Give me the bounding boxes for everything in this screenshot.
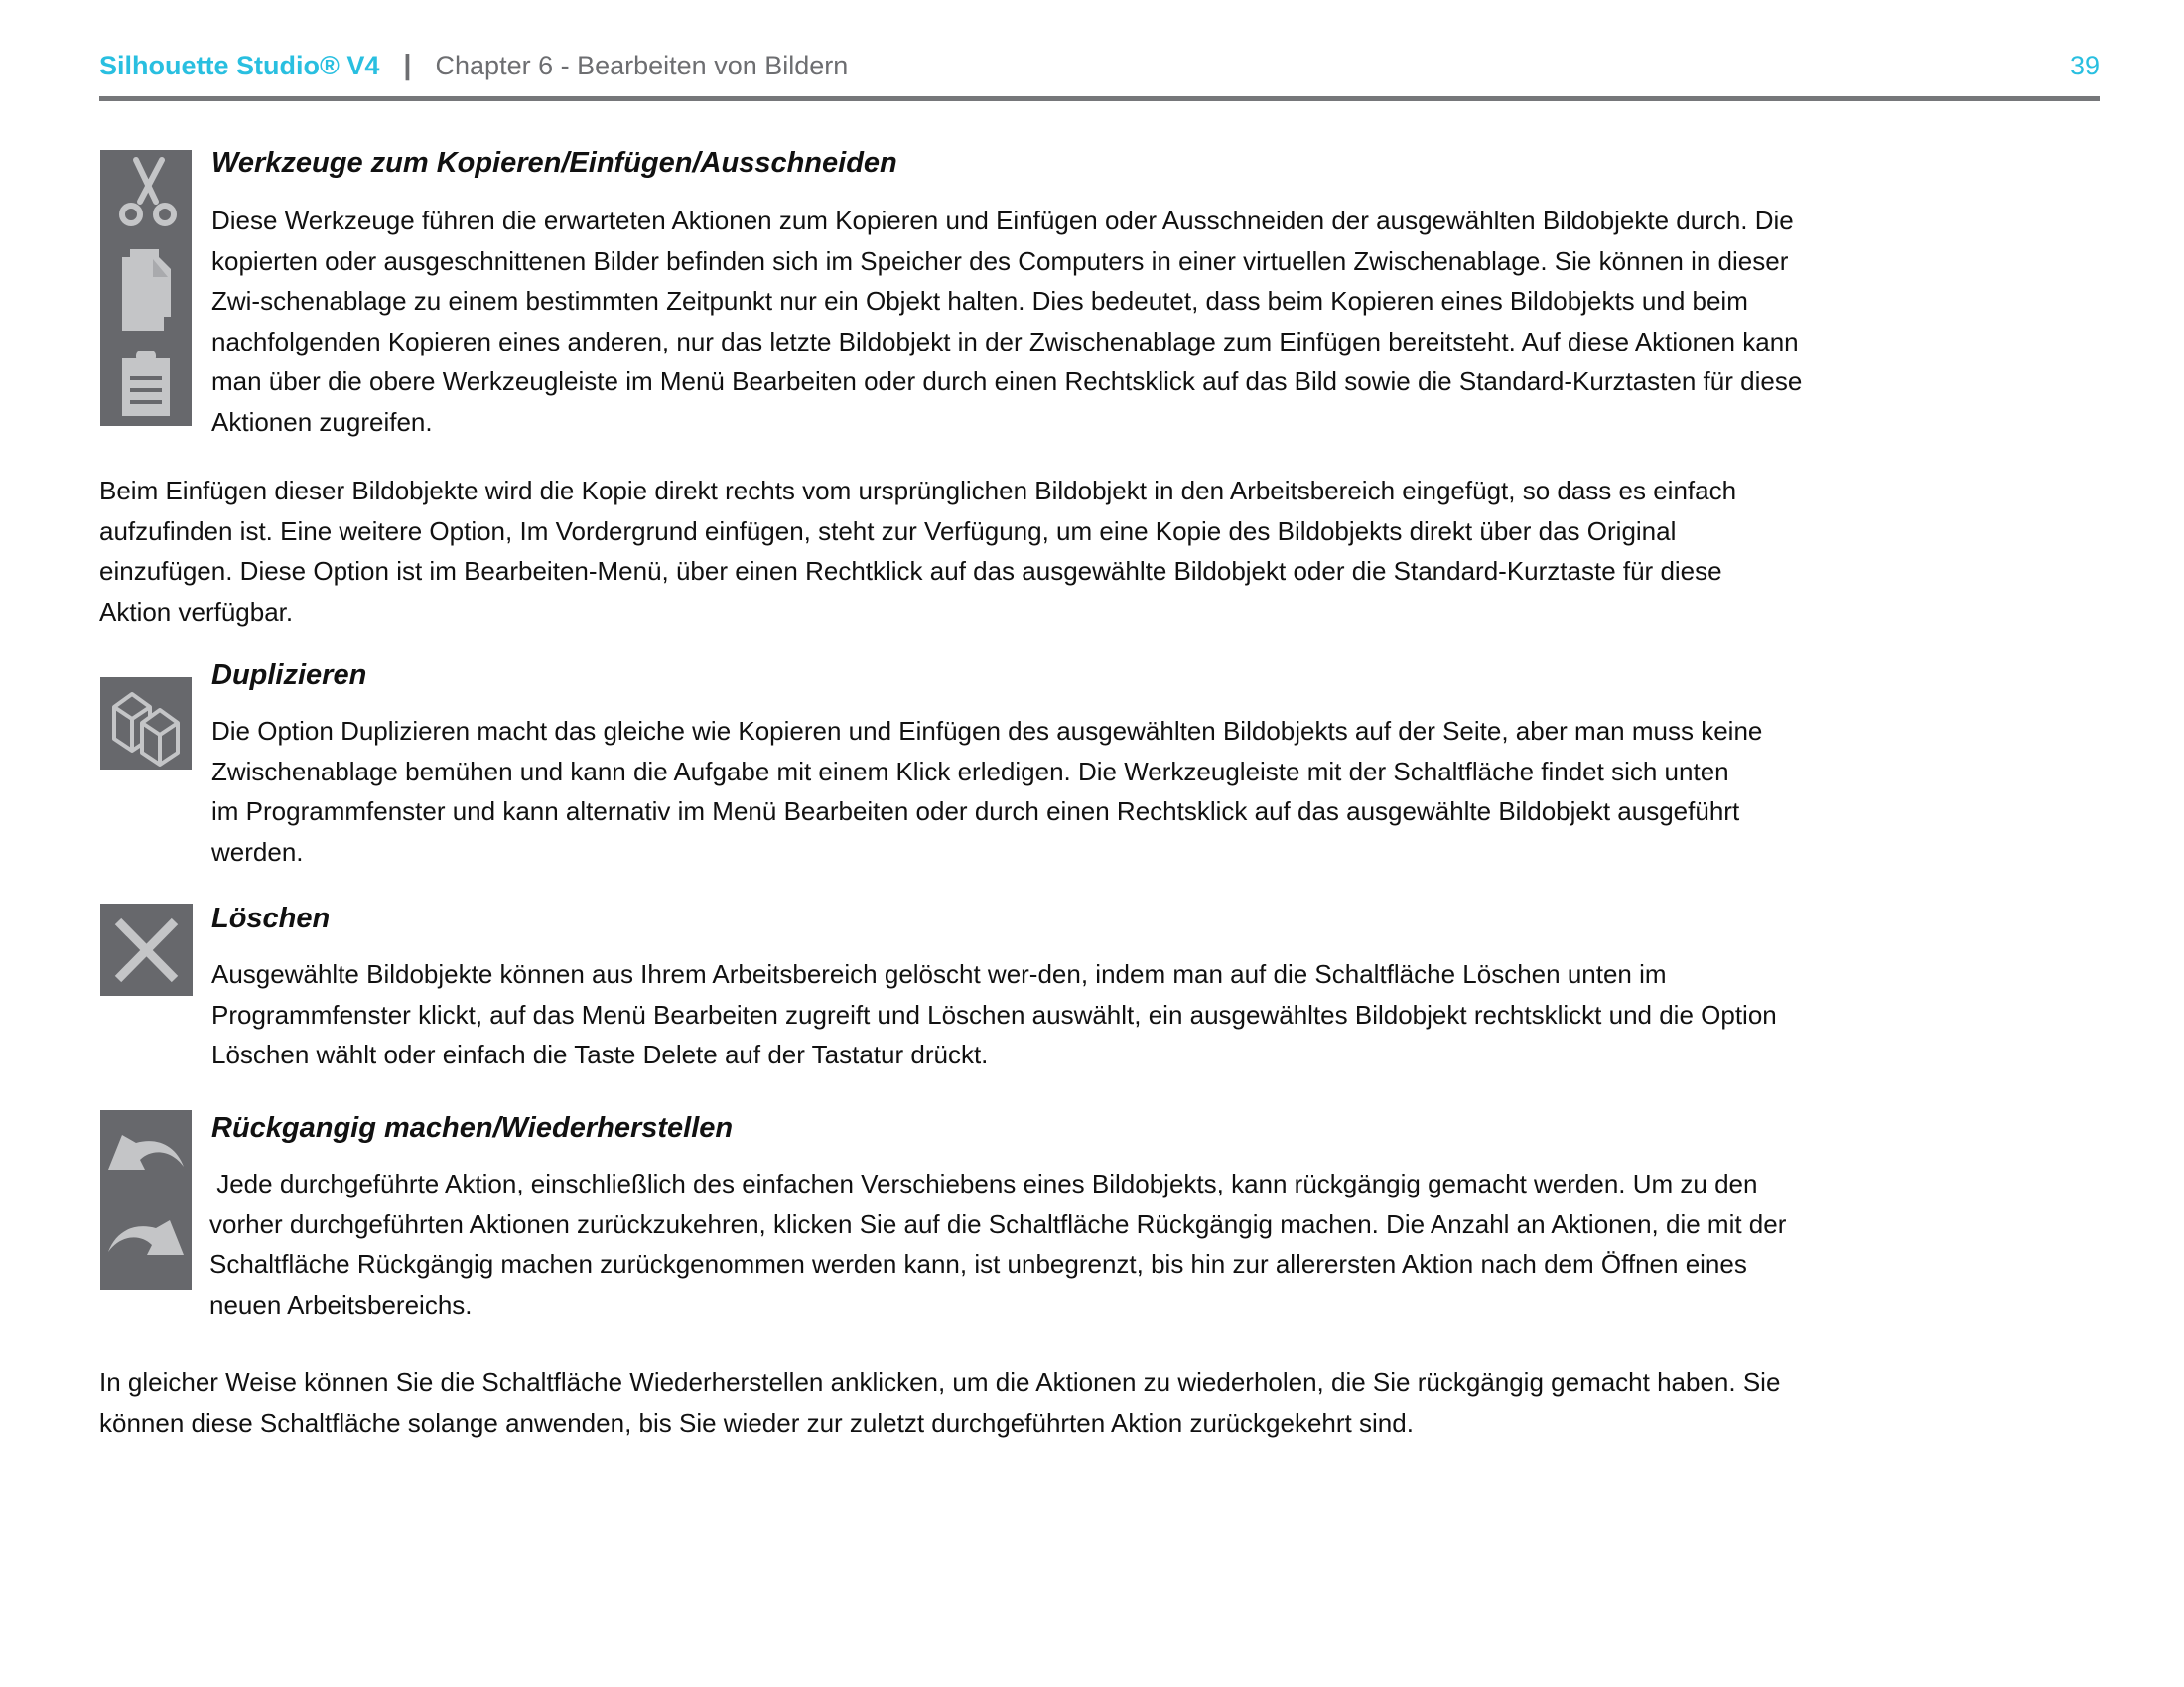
text-line: Zwi-schenablage zu einem bestimmten Zeitpunkt nur ein Objekt halten. Dies bedeutet, dass beim Kopieren eines Bildobjekts und beim: [211, 286, 1748, 316]
redo-arrow-icon: [108, 1220, 184, 1255]
brand-title: Silhouette Studio® V4: [99, 51, 380, 80]
duplicate-icon-box: [100, 677, 192, 770]
text-line: Aktion verfügbar.: [99, 596, 294, 627]
clipboard-icon: [122, 351, 170, 416]
text-line: vorher durchgeführten Aktionen zurückzukehren, klicken Sie auf die Schaltfläche Rückgängig machen. Die Anzahl an Aktionen, die mit der: [209, 1208, 1787, 1239]
section-title-delete: Löschen: [211, 903, 331, 934]
section-body-copy-paste: [211, 201, 2098, 442]
text-line: Beim Einfügen dieser Bildobjekte wird die Kopie direkt rechts vom ursprünglichen Bildobjekt in den Arbeitsbereich eingefügt, so dass es einfach: [99, 476, 1737, 505]
scissors-icon: [122, 160, 174, 223]
text-line: Diese Werkzeuge führen die erwarteten Aktionen zum Kopieren und Einfügen oder Ausschneiden der ausgewählten Bildobjekte durch. Die: [211, 206, 1794, 235]
text-line: einzufügen. Diese Option ist im Bearbeiten-Menü, über einen Rechtklick auf das ausgewählte Bildobjekt oder die Standard-Kurztaste für diese: [99, 556, 1722, 586]
section-title-copy-paste: Werkzeuge zum Kopieren/Einfügen/Ausschneiden: [211, 147, 897, 179]
section-body-duplicate: [211, 711, 2098, 872]
text-line: werden.: [211, 836, 304, 867]
text-line: Ausgewählte Bildobjekte können aus Ihrem Arbeitsbereich gelöscht wer-den, indem man auf die Schaltfläche Löschen unten im: [211, 959, 1667, 989]
text-line: Zwischenablage bemühen und kann die Aufgabe mit einem Klick erledigen. Die Werkzeugleiste mit der Schaltfläche findet sich unten: [211, 756, 1729, 786]
page-header: [99, 50, 2100, 93]
text-line: neuen Arbeitsbereichs.: [209, 1289, 473, 1320]
text-line: kopierten oder ausgeschnittenen Bilder befinden sich im Speicher des Computers in einer virtuellen Zwischenablage. Sie können in dieser: [211, 245, 1789, 276]
text-line: Jede durchgeführte Aktion, einschließlich des einfachen Verschiebens eines Bildobjekts, kann rückgängig gemacht werden. Um zu den: [209, 1169, 1758, 1198]
text-line: Programmfenster klickt, auf das Menü Bearbeiten zugreift und Löschen auswählt, ein ausgewähltes Bildobjekt rechtsklickt und die Option: [211, 999, 1777, 1030]
copy-icon: [122, 249, 171, 331]
undo-redo-icon-strip: [100, 1110, 192, 1290]
delete-x-icon: [100, 904, 193, 996]
text-line: In gleicher Weise können Sie die Schaltfläche Wiederherstellen anklicken, um die Aktionen zu wiederholen, die Sie rückgängig gemacht haben. Sie: [99, 1367, 1781, 1397]
text-line: man über die obere Werkzeugleiste im Menü Bearbeiten oder durch einen Rechtsklick auf das Bild sowie die Standard-Kurztasten für diese: [211, 366, 1803, 396]
header-separator: |: [403, 50, 412, 81]
text-line: Schaltfläche Rückgängig machen zurückgenommen werden kann, ist unbegrenzt, bis hin zur allerersten Aktion nach dem Öffnen eines: [209, 1249, 1747, 1279]
delete-icon-box: [100, 904, 193, 996]
section-body-undo-redo: [209, 1164, 2096, 1325]
text-line: können diese Schaltfläche solange anwenden, bis Sie wieder zur zuletzt durchgeführten Aktion zurückgekehrt sind.: [99, 1407, 1414, 1438]
text-line: im Programmfenster und kann alternativ im Menü Bearbeiten oder durch einen Rechtsklick auf das ausgewählte Bildobjekt ausgeführt: [211, 796, 1740, 826]
header-rule: [99, 96, 2100, 101]
duplicate-cubes-icon: [100, 677, 192, 770]
section-body-delete: [211, 954, 2098, 1075]
text-line: Löschen wählt oder einfach die Taste Delete auf der Tastatur drückt.: [211, 1040, 989, 1069]
page-number: 39: [2069, 51, 2100, 80]
redo-paragraph: [99, 1362, 2100, 1443]
text-line: Aktionen zugreifen.: [211, 406, 433, 437]
copy-paste-icon-strip: [100, 150, 192, 426]
text-line: aufzufinden ist. Eine weitere Option, Im Vordergrund einfügen, steht zur Verfügung, um eine Kopie des Bildobjekts direkt über das Original: [99, 515, 1677, 546]
section-title-undo-redo: Rückgangig machen/Wiederherstellen: [211, 1112, 734, 1144]
section-title-duplicate: Duplizieren: [211, 659, 367, 691]
text-line: Die Option Duplizieren macht das gleiche wie Kopieren und Einfügen des ausgewählten Bildobjekts auf der Seite, aber man muss keine: [211, 716, 1763, 746]
paste-paragraph: [99, 471, 2100, 632]
chapter-title: Chapter 6 - Bearbeiten von Bildern: [435, 51, 849, 80]
text-line: nachfolgenden Kopieren eines anderen, nur das letzte Bildobjekt in der Zwischenablage zum Einfügen bereitsteht. Auf diese Aktionen kann: [211, 326, 1799, 356]
undo-arrow-icon: [108, 1135, 184, 1170]
